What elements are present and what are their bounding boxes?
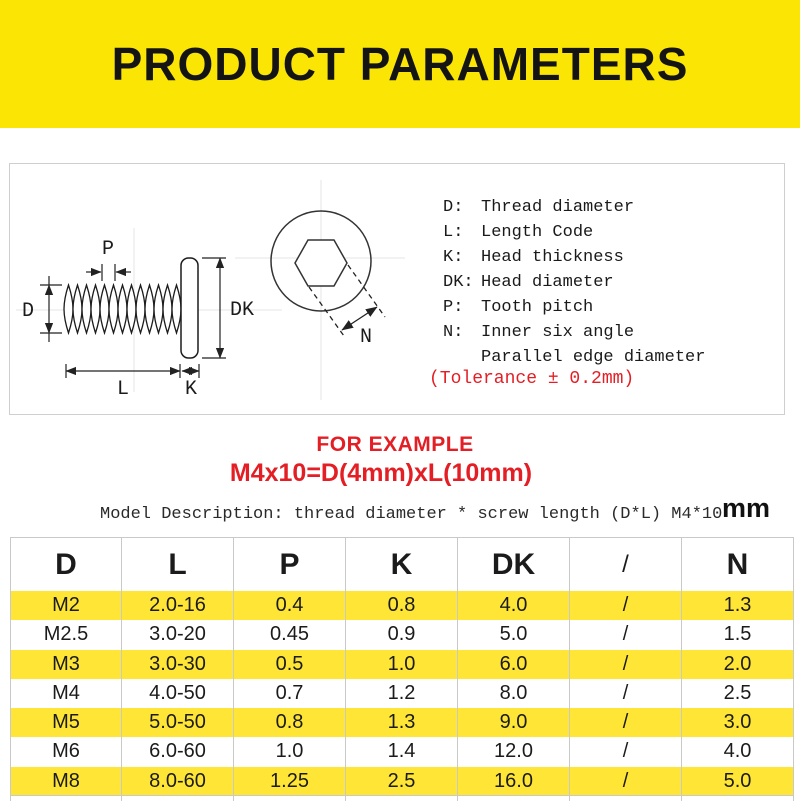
cell-length-range: 6.0-60: [122, 737, 234, 766]
cell-model: M6: [10, 737, 122, 766]
cell-pitch: 0.45: [234, 620, 346, 649]
cell-head-diameter: 9.0: [458, 708, 570, 737]
header-cell-d: D: [10, 538, 122, 591]
legend-key: K:: [443, 248, 464, 267]
screw-head-side: [181, 258, 198, 358]
header-cell-l: L: [122, 538, 234, 591]
header-cell-slash: /: [570, 538, 682, 591]
table-row: [10, 591, 794, 620]
table-row: [10, 650, 794, 679]
table-row: [10, 620, 794, 649]
cell-pitch: 0.8: [234, 708, 346, 737]
legend-line: [443, 295, 773, 320]
legend-line: [443, 345, 773, 370]
legend-desc: Parallel edge diameter: [481, 348, 706, 367]
cell-head-thickness: 1.4: [346, 737, 458, 766]
cell-model: M2.5: [10, 620, 122, 649]
cell-hex-size: 1.3: [682, 591, 794, 620]
cell-model: M5: [10, 708, 122, 737]
cell-slash: /: [570, 679, 682, 708]
cell-pitch: 1.0: [234, 737, 346, 766]
cell-length-range: 4.0-50: [122, 679, 234, 708]
cell-pitch: 0.5: [234, 650, 346, 679]
cell-pitch: 0.4: [234, 591, 346, 620]
dim-label-dk: DK: [230, 299, 255, 322]
table-header-row: [10, 538, 794, 591]
dimension-d: [40, 276, 62, 342]
cell-head-diameter: 6.0: [458, 650, 570, 679]
cell-slash: /: [570, 650, 682, 679]
legend-desc: Length Code: [481, 223, 594, 242]
cell-model: M8: [10, 767, 122, 796]
dimension-p: [86, 264, 131, 281]
cell-length-range: 3.0-30: [122, 650, 234, 679]
cell-head-diameter: 12.0: [458, 737, 570, 766]
dim-label-p: P: [101, 238, 115, 261]
cell-head-diameter: 4.0: [458, 591, 570, 620]
cell-length-range: 8.0-60: [122, 767, 234, 796]
cell-head-thickness: 1.0: [346, 650, 458, 679]
legend-desc: Head thickness: [481, 248, 624, 267]
cell-hex-size: 1.5: [682, 620, 794, 649]
spec-table: [10, 537, 794, 801]
legend-line: [443, 195, 773, 220]
dim-label-n: N: [360, 326, 373, 349]
cell-slash: /: [570, 708, 682, 737]
dimension-l: [66, 364, 180, 378]
table-row: [10, 737, 794, 766]
cell-length-range: 3.0-20: [122, 620, 234, 649]
legend-line: [443, 220, 773, 245]
cell-hex-size: 2.5: [682, 679, 794, 708]
cell-pitch: 1.25: [234, 767, 346, 796]
legend-key: D:: [443, 198, 464, 217]
cell-slash: /: [570, 620, 682, 649]
construction-crosshairs: [16, 180, 405, 400]
table-partial-row: [10, 796, 794, 801]
dimension-dk: [202, 258, 226, 358]
tolerance-note: (Tolerance ± 0.2mm): [429, 369, 635, 389]
cell-slash: /: [570, 737, 682, 766]
header-cell-p: P: [234, 538, 346, 591]
model-description: Model Description: thread diameter * screw length (D*L) M4*10: [100, 505, 723, 524]
legend-desc: Head diameter: [481, 273, 614, 292]
cell-head-thickness: 1.2: [346, 679, 458, 708]
dimension-legend: [443, 195, 773, 370]
legend-desc: Tooth pitch: [481, 298, 594, 317]
table-row: [10, 679, 794, 708]
unit-label: mm: [722, 493, 771, 523]
cell-model: M3: [10, 650, 122, 679]
cell-head-thickness: 1.3: [346, 708, 458, 737]
legend-line: [443, 270, 773, 295]
cell-hex-size: 3.0: [682, 708, 794, 737]
cell-head-diameter: 16.0: [458, 767, 570, 796]
legend-key: N:: [443, 323, 464, 342]
cell-pitch: 0.7: [234, 679, 346, 708]
cell-head-thickness: 2.5: [346, 767, 458, 796]
cell-model: M2: [10, 591, 122, 620]
dim-label-d: D: [22, 300, 35, 323]
cell-length-range: 2.0-16: [122, 591, 234, 620]
cell-head-thickness: 0.9: [346, 620, 458, 649]
cell-slash: /: [570, 767, 682, 796]
cell-head-thickness: 0.8: [346, 591, 458, 620]
cell-slash: /: [570, 591, 682, 620]
cell-length-range: 5.0-50: [122, 708, 234, 737]
cell-hex-size: 2.0: [682, 650, 794, 679]
legend-line: [443, 320, 773, 345]
example-formula: M4x10=D(4mm)xL(10mm): [229, 459, 533, 487]
header-cell-k: K: [346, 538, 458, 591]
legend-desc: Inner six angle: [481, 323, 635, 342]
cell-hex-size: 4.0: [682, 737, 794, 766]
thread-profile: [64, 285, 181, 333]
screw-diagram-panel: [9, 163, 785, 415]
legend-desc: Thread diameter: [481, 198, 635, 217]
cell-hex-size: 5.0: [682, 767, 794, 796]
legend-key: DK:: [443, 273, 474, 292]
legend-line: [443, 245, 773, 270]
dimension-k: [182, 364, 199, 378]
header-banner: [0, 0, 800, 128]
legend-key: P:: [443, 298, 464, 317]
table-row: [10, 708, 794, 737]
cell-head-diameter: 8.0: [458, 679, 570, 708]
cell-head-diameter: 5.0: [458, 620, 570, 649]
header-cell-dk: DK: [458, 538, 570, 591]
example-heading: FOR EXAMPLE: [316, 433, 474, 456]
page-title: PRODUCT PARAMETERS: [111, 38, 689, 90]
cell-model: M4: [10, 679, 122, 708]
legend-key: L:: [443, 223, 464, 242]
header-cell-n: N: [682, 538, 794, 591]
dim-label-k: K: [184, 378, 198, 401]
table-row: [10, 767, 794, 796]
dim-label-l: L: [116, 378, 130, 401]
